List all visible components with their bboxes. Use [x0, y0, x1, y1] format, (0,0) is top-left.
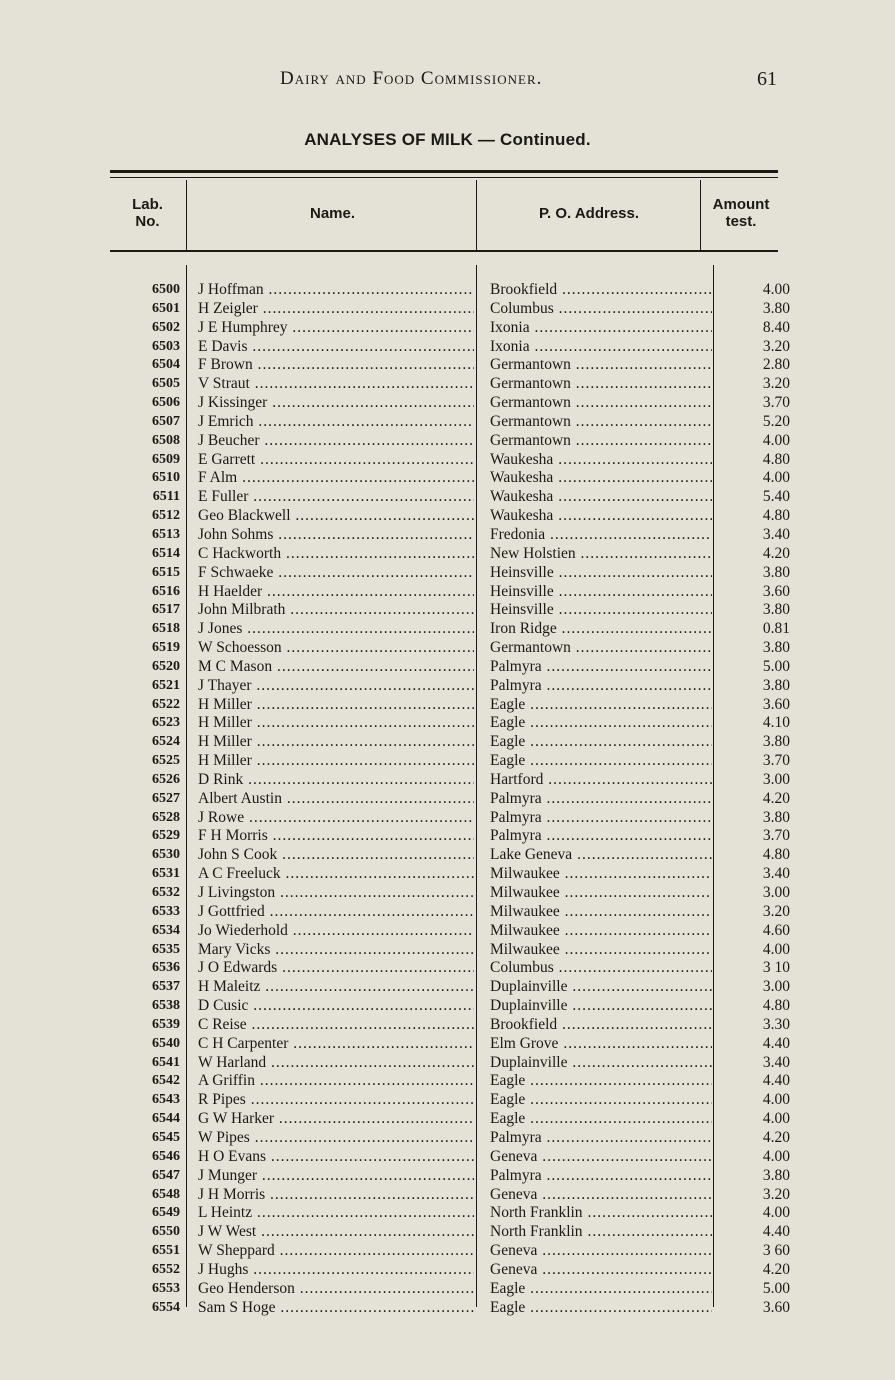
amount-cell: 3.80 [762, 639, 790, 657]
address-cell: Columbus ..... [490, 300, 712, 319]
table-row [0, 903, 895, 922]
lab-no-cell: 6520 [152, 658, 180, 674]
lab-no-cell: 6548 [152, 1186, 180, 1202]
name-cell: Geo Henderson ..... [198, 1280, 474, 1299]
name-cell: J Hoffman ..... [198, 281, 474, 300]
amount-cell: 2.80 [762, 356, 790, 374]
table-row [0, 827, 895, 846]
lab-no-cell: 6501 [152, 300, 180, 316]
name-cell: J W West ..... [198, 1223, 474, 1242]
table-row [0, 677, 895, 696]
table-row [0, 884, 895, 903]
lab-no-cell: 6527 [152, 790, 180, 806]
table-row [0, 356, 895, 375]
amount-cell: 3.40 [762, 865, 790, 883]
lab-no-cell: 6542 [152, 1073, 180, 1089]
address-cell: Palmyra ..... [490, 1129, 712, 1148]
table-row [0, 1016, 895, 1035]
address-cell: Germantown ..... [490, 432, 712, 451]
running-title: Dairy and Food Commissioner. [280, 68, 543, 89]
amount-cell: 3.80 [762, 733, 790, 751]
name-cell: Sam S Hoge ..... [198, 1299, 474, 1318]
table-row [0, 809, 895, 828]
amount-cell: 4.00 [762, 940, 790, 958]
address-cell: Milwaukee ..... [490, 922, 712, 941]
address-cell: Columbus ..... [490, 959, 712, 978]
amount-cell: 5.20 [762, 412, 790, 430]
name-cell: H Miller ..... [198, 752, 474, 771]
lab-no-cell: 6508 [152, 432, 180, 448]
name-cell: J Kissinger ..... [198, 394, 474, 413]
table-row [0, 997, 895, 1016]
top-rule-thin [110, 177, 778, 178]
lab-no-cell: 6521 [152, 677, 180, 693]
name-cell: E Fuller ..... [198, 488, 474, 507]
amount-cell: 8.40 [762, 318, 790, 336]
amount-cell: 4.00 [762, 281, 790, 298]
amount-cell: 3.20 [762, 902, 790, 920]
address-cell: Palmyra ..... [490, 827, 712, 846]
table-row [0, 432, 895, 451]
address-cell: Waukesha ..... [490, 488, 712, 507]
lab-no-cell: 6536 [152, 960, 180, 976]
amount-cell: 3.40 [762, 525, 790, 543]
lab-no-cell: 6525 [152, 753, 180, 769]
table-row [0, 375, 895, 394]
address-cell: Milwaukee ..... [490, 941, 712, 960]
table-row [0, 1186, 895, 1205]
lab-no-cell: 6509 [152, 451, 180, 467]
lab-no-cell: 6522 [152, 696, 180, 712]
amount-cell: 4.00 [762, 431, 790, 449]
lab-no-cell: 6504 [152, 357, 180, 373]
amount-cell: 4.20 [762, 1128, 790, 1146]
table-row [0, 790, 895, 809]
table-row [0, 319, 895, 338]
name-cell: J Gottfried ..... [198, 903, 474, 922]
name-cell: Geo Blackwell ..... [198, 507, 474, 526]
amount-cell: 4.00 [762, 469, 790, 487]
lab-no-cell: 6541 [152, 1054, 180, 1070]
address-cell: Duplainville ..... [490, 978, 712, 997]
lab-no-cell: 6554 [152, 1299, 180, 1315]
name-cell: V Straut ..... [198, 375, 474, 394]
lab-no-cell: 6543 [152, 1092, 180, 1108]
table-row [0, 469, 895, 488]
amount-cell: 3.80 [762, 299, 790, 317]
lab-no-cell: 6534 [152, 922, 180, 938]
lab-no-cell: 6553 [152, 1280, 180, 1296]
page-header [0, 68, 895, 98]
address-cell: Germantown ..... [490, 375, 712, 394]
amount-cell: 4.40 [762, 1223, 790, 1241]
lab-no-cell: 6529 [152, 828, 180, 844]
address-cell: Geneva ..... [490, 1148, 712, 1167]
header-divider [476, 180, 477, 250]
lab-no-cell: 6547 [152, 1167, 180, 1183]
name-cell: John Sohms ..... [198, 526, 474, 545]
lab-no-cell: 6512 [152, 508, 180, 524]
name-cell: E Davis ..... [198, 338, 474, 357]
name-cell: A C Freeluck ..... [198, 865, 474, 884]
address-cell: Eagle ..... [490, 714, 712, 733]
name-cell: J Munger ..... [198, 1167, 474, 1186]
lab-no-cell: 6533 [152, 903, 180, 919]
lab-no-cell: 6539 [152, 1016, 180, 1032]
name-cell: F Alm ..... [198, 469, 474, 488]
name-cell: J Jones ..... [198, 620, 474, 639]
amount-cell: 4.00 [762, 1204, 790, 1222]
table-row [0, 865, 895, 884]
table-row [0, 1035, 895, 1054]
amount-cell: 3.80 [762, 808, 790, 826]
amount-cell: 3.80 [762, 563, 790, 581]
lab-no-cell: 6519 [152, 640, 180, 656]
lab-no-cell: 6518 [152, 621, 180, 637]
address-cell: Eagle ..... [490, 1110, 712, 1129]
address-cell: Ixonia ..... [490, 319, 712, 338]
header-divider [700, 180, 701, 250]
address-cell: Brookfield ..... [490, 281, 712, 300]
table-row [0, 620, 895, 639]
address-cell: North Franklin ..... [490, 1204, 712, 1223]
page-number: 61 [757, 68, 777, 90]
lab-no-cell: 6552 [152, 1261, 180, 1277]
lab-no-cell: 6510 [152, 470, 180, 486]
table-row [0, 545, 895, 564]
lab-no-cell: 6523 [152, 715, 180, 731]
table-row [0, 1054, 895, 1073]
address-cell: Fredonia ..... [490, 526, 712, 545]
table-row [0, 733, 895, 752]
lab-no-cell: 6535 [152, 941, 180, 957]
table-row [0, 771, 895, 790]
name-cell: H Zeigler ..... [198, 300, 474, 319]
amount-cell: 4.00 [762, 1110, 790, 1128]
name-cell: J Rowe ..... [198, 809, 474, 828]
lab-no-cell: 6538 [152, 998, 180, 1014]
amount-cell: 4.60 [762, 921, 790, 939]
name-cell: J H Morris ..... [198, 1186, 474, 1205]
address-cell: Geneva ..... [490, 1186, 712, 1205]
name-cell: F Schwaeke ..... [198, 564, 474, 583]
address-cell: Eagle ..... [490, 696, 712, 715]
table-row [0, 1072, 895, 1091]
name-cell: Albert Austin ..... [198, 790, 474, 809]
address-cell: Geneva ..... [490, 1261, 712, 1280]
amount-cell: 3.20 [762, 375, 790, 393]
address-cell: Duplainville ..... [490, 997, 712, 1016]
address-cell: Palmyra ..... [490, 677, 712, 696]
amount-cell: 4.80 [762, 997, 790, 1015]
lab-no-cell: 6505 [152, 376, 180, 392]
table-body [0, 281, 895, 1317]
name-cell: F Brown ..... [198, 356, 474, 375]
amount-cell: 4.80 [762, 450, 790, 468]
name-cell: A Griffin ..... [198, 1072, 474, 1091]
amount-cell: 3.40 [762, 1053, 790, 1071]
name-cell: J E Humphrey ..... [198, 319, 474, 338]
amount-cell: 3.80 [762, 601, 790, 619]
address-cell: Ixonia ..... [490, 338, 712, 357]
lab-no-cell: 6532 [152, 885, 180, 900]
address-cell: Germantown ..... [490, 639, 712, 658]
amount-cell: 3.60 [762, 695, 790, 713]
lab-no-cell: 6516 [152, 583, 180, 599]
table-row [0, 526, 895, 545]
name-cell: J Thayer ..... [198, 677, 474, 696]
name-cell: J Livingston ..... [198, 884, 474, 903]
address-cell: Waukesha ..... [490, 469, 712, 488]
lab-no-cell: 6551 [152, 1243, 180, 1259]
address-cell: Heinsville ..... [490, 601, 712, 620]
name-cell: G W Harker ..... [198, 1110, 474, 1129]
address-cell: North Franklin ..... [490, 1223, 712, 1242]
lab-no-cell: 6526 [152, 771, 180, 787]
name-cell: F H Morris ..... [198, 827, 474, 846]
top-rule-thick [110, 170, 778, 173]
amount-cell: 5.40 [762, 488, 790, 506]
lab-no-cell: 6537 [152, 979, 180, 995]
name-cell: C H Carpenter ..... [198, 1035, 474, 1054]
table-title: ANALYSES OF MILK — Continued. [304, 130, 591, 149]
amount-cell: 4.00 [762, 1091, 790, 1109]
amount-cell: 4.20 [762, 789, 790, 807]
table-row [0, 696, 895, 715]
address-cell: Duplainville ..... [490, 1054, 712, 1073]
table-row [0, 1129, 895, 1148]
name-cell: M C Mason ..... [198, 658, 474, 677]
lab-no-cell: 6502 [152, 319, 180, 335]
name-cell: H O Evans ..... [198, 1148, 474, 1167]
table-row [0, 507, 895, 526]
name-cell: H Maleitz ..... [198, 978, 474, 997]
address-cell: New Holstien ..... [490, 545, 712, 564]
name-cell: Jo Wiederhold ..... [198, 922, 474, 941]
address-cell: Palmyra ..... [490, 1167, 712, 1186]
table-row [0, 1091, 895, 1110]
address-cell: Heinsville ..... [490, 564, 712, 583]
table-row [0, 1242, 895, 1261]
amount-cell: 0.81 [762, 620, 790, 638]
name-cell: L Heintz ..... [198, 1204, 474, 1223]
name-cell: D Rink ..... [198, 771, 474, 790]
name-cell: Mary Vicks ..... [198, 941, 474, 960]
table-row [0, 959, 895, 978]
address-cell: Eagle ..... [490, 1091, 712, 1110]
address-cell: Palmyra ..... [490, 790, 712, 809]
address-cell: Eagle ..... [490, 1280, 712, 1299]
address-cell: Milwaukee ..... [490, 865, 712, 884]
name-cell: John Milbrath ..... [198, 601, 474, 620]
amount-cell: 3.60 [762, 582, 790, 600]
name-cell: W Schoesson ..... [198, 639, 474, 658]
col-header-amount: Amount test. [712, 196, 770, 230]
amount-cell: 3.00 [762, 978, 790, 996]
table-row [0, 846, 895, 865]
table-row [0, 1280, 895, 1299]
name-cell: J O Edwards ..... [198, 959, 474, 978]
table-row [0, 639, 895, 658]
address-cell: Palmyra ..... [490, 658, 712, 677]
table-row [0, 300, 895, 319]
address-cell: Lake Geneva ..... [490, 846, 712, 865]
address-cell: Palmyra ..... [490, 809, 712, 828]
lab-no-cell: 6546 [152, 1148, 180, 1164]
name-cell: R Pipes ..... [198, 1091, 474, 1110]
table-row [0, 413, 895, 432]
name-cell: W Pipes ..... [198, 1129, 474, 1148]
table-row [0, 978, 895, 997]
table-row [0, 1167, 895, 1186]
amount-cell: 4.10 [762, 714, 790, 732]
address-cell: Germantown ..... [490, 394, 712, 413]
table-row [0, 394, 895, 413]
name-cell: H Haelder ..... [198, 583, 474, 602]
table-row [0, 714, 895, 733]
name-cell: J Hughs ..... [198, 1261, 474, 1280]
amount-cell: 3.80 [762, 676, 790, 694]
name-cell: J Emrich ..... [198, 413, 474, 432]
amount-cell: 4.40 [762, 1034, 790, 1052]
name-cell: W Sheppard ..... [198, 1242, 474, 1261]
amount-cell: 3.60 [762, 1298, 790, 1316]
lab-no-cell: 6530 [152, 847, 180, 863]
name-cell: E Garrett ..... [198, 451, 474, 470]
table-row [0, 1110, 895, 1129]
lab-no-cell: 6545 [152, 1129, 180, 1145]
table-row [0, 1148, 895, 1167]
table-row [0, 338, 895, 357]
address-cell: Brookfield ..... [490, 1016, 712, 1035]
lab-no-cell: 6531 [152, 866, 180, 882]
table-row [0, 1261, 895, 1280]
name-cell: John S Cook ..... [198, 846, 474, 865]
col-header-lab-no: Lab. No. [132, 196, 163, 230]
address-cell: Eagle ..... [490, 1299, 712, 1318]
address-cell: Waukesha ..... [490, 451, 712, 470]
address-cell: Waukesha ..... [490, 507, 712, 526]
amount-cell: 3.70 [762, 394, 790, 412]
address-cell: Eagle ..... [490, 1072, 712, 1091]
table-row [0, 941, 895, 960]
address-cell: Eagle ..... [490, 733, 712, 752]
lab-no-cell: 6500 [152, 282, 180, 297]
amount-cell: 4.20 [762, 544, 790, 562]
name-cell: D Cusic ..... [198, 997, 474, 1016]
amount-cell: 3.30 [762, 1015, 790, 1033]
address-cell: Eagle ..... [490, 752, 712, 771]
lab-no-cell: 6540 [152, 1035, 180, 1051]
address-cell: Milwaukee ..... [490, 884, 712, 903]
header-divider [186, 180, 187, 250]
table-row [0, 658, 895, 677]
table-row [0, 1204, 895, 1223]
table-row [0, 922, 895, 941]
amount-cell: 3.00 [762, 884, 790, 901]
col-header-address: P. O. Address. [538, 205, 640, 222]
amount-cell: 4.80 [762, 507, 790, 525]
address-cell: Germantown ..... [490, 356, 712, 375]
table-row [0, 281, 895, 300]
lab-no-cell: 6507 [152, 413, 180, 429]
address-cell: Geneva ..... [490, 1242, 712, 1261]
table-row [0, 583, 895, 602]
amount-cell: 5.00 [762, 657, 790, 675]
lab-no-cell: 6513 [152, 526, 180, 542]
lab-no-cell: 6517 [152, 602, 180, 618]
lab-no-cell: 6514 [152, 545, 180, 561]
name-cell: C Hackworth ..... [198, 545, 474, 564]
table-row [0, 564, 895, 583]
col-header-name: Name. [309, 205, 356, 222]
amount-cell: 3.70 [762, 752, 790, 770]
amount-cell: 4.40 [762, 1072, 790, 1090]
name-cell: C Reise ..... [198, 1016, 474, 1035]
amount-cell: 3.80 [762, 1166, 790, 1184]
address-cell: Iron Ridge ..... [490, 620, 712, 639]
table-row [0, 1299, 895, 1318]
lab-no-cell: 6528 [152, 809, 180, 825]
lab-no-cell: 6524 [152, 734, 180, 750]
table-row [0, 1223, 895, 1242]
amount-cell: 3 10 [762, 959, 790, 977]
amount-cell: 5.00 [762, 1279, 790, 1297]
lab-no-cell: 6515 [152, 564, 180, 580]
amount-cell: 4.20 [762, 1260, 790, 1278]
name-cell: H Miller ..... [198, 733, 474, 752]
name-cell: W Harland ..... [198, 1054, 474, 1073]
amount-cell: 3.20 [762, 337, 790, 355]
name-cell: J Beucher ..... [198, 432, 474, 451]
name-cell: H Miller ..... [198, 696, 474, 715]
lab-no-cell: 6550 [152, 1224, 180, 1240]
table-row [0, 601, 895, 620]
address-cell: Hartford ..... [490, 771, 712, 790]
lab-no-cell: 6549 [152, 1205, 180, 1221]
address-cell: Elm Grove ..... [490, 1035, 712, 1054]
lab-no-cell: 6511 [152, 489, 180, 505]
table-row [0, 451, 895, 470]
name-cell: H Miller ..... [198, 714, 474, 733]
amount-cell: 3.00 [762, 770, 790, 788]
lab-no-cell: 6506 [152, 395, 180, 411]
amount-cell: 3 60 [762, 1242, 790, 1260]
table-row [0, 752, 895, 771]
amount-cell: 4.00 [762, 1147, 790, 1165]
address-cell: Germantown ..... [490, 413, 712, 432]
lab-no-cell: 6544 [152, 1111, 180, 1127]
amount-cell: 3.70 [762, 827, 790, 845]
header-bottom-rule [110, 250, 778, 252]
table-row [0, 488, 895, 507]
lab-no-cell: 6503 [152, 338, 180, 354]
amount-cell: 3.20 [762, 1185, 790, 1203]
amount-cell: 4.80 [762, 846, 790, 864]
address-cell: Milwaukee ..... [490, 903, 712, 922]
address-cell: Heinsville ..... [490, 583, 712, 602]
